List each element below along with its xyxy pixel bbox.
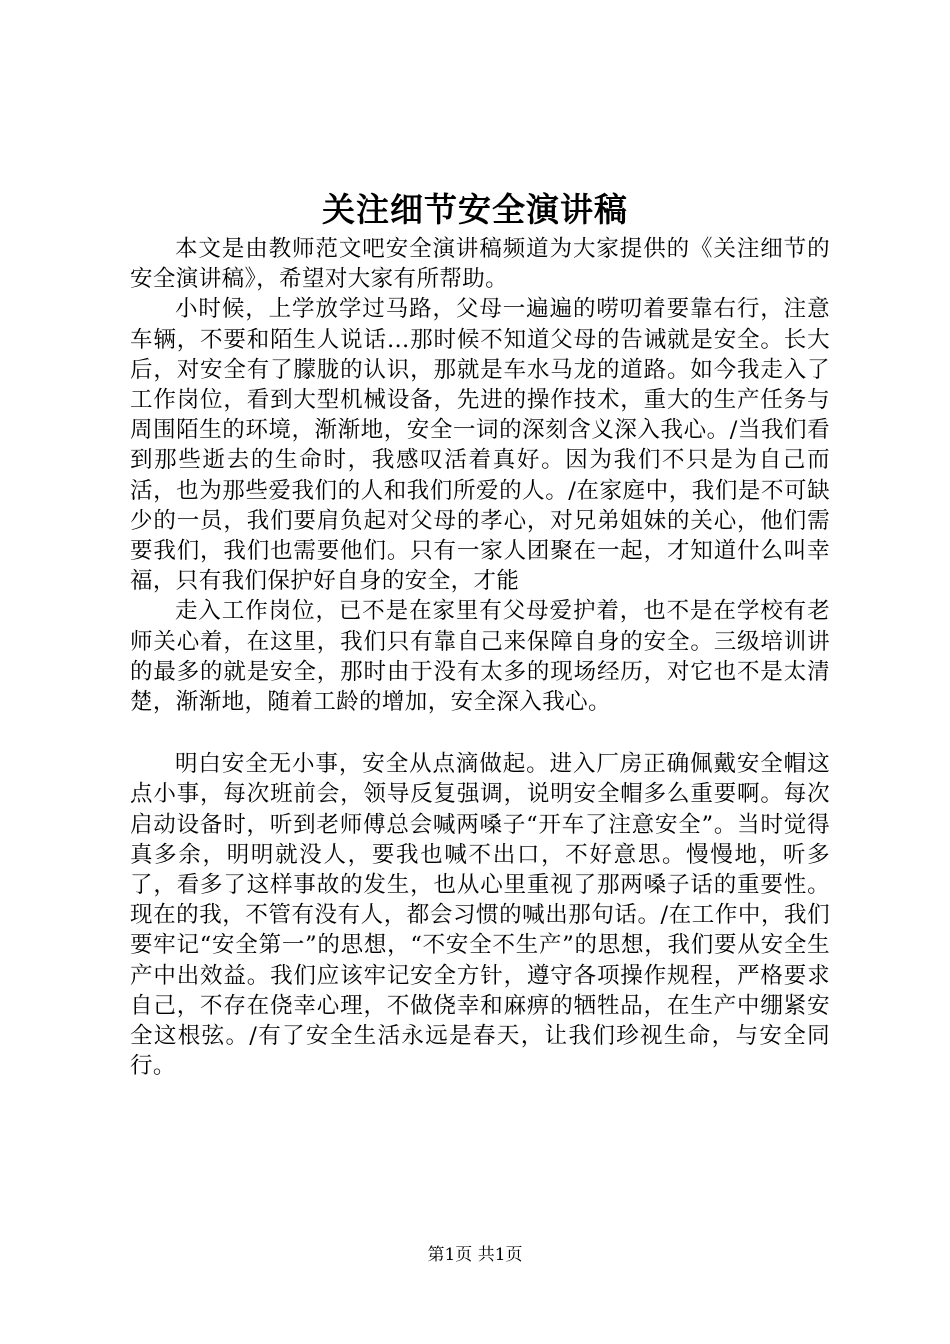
document-title: 关注细节安全演讲稿 [322,190,628,229]
paragraph-work: 走入工作岗位，已不是在家里有父母爱护着，也不是在学校有老师关心着，在这里，我们只有靠自己来保障自身的安全。三级培训讲的最多的就是安全，那时由于没有太多的现场经历，对它也不是太清楚，渐渐地，随着工龄的增加，安全深入我心。 [130,598,830,716]
paragraph-safety: 明白安全无小事，安全从点滴做起。进入厂房正确佩戴安全帽这点小事，每次班前会，领导反复强调，说明安全帽多么重要啊。每次启动设备时，听到老师傅总会喊两嗓子“开车了注意安全”。当时觉得真多余，明明就没人，要我也喊不出口，不好意思。慢慢地，听多了，看多了这样事故的发生，也从心里重视了那两嗓子话的重要性。现在的我，不管有没有人，都会习惯的喊出那句话。/在工作中，我们要牢记“安全第一”的思想，“不安全不生产”的思想，我们要从安全生产中出效益。我们应该牢记安全方针，遵守各项操作规程，严格要求自己，不存在侥幸心理，不做侥幸和麻痹的牺牲品，在生产中绷紧安全这根弦。/有了安全生活永远是春天，让我们珍视生命，与安全同行。 [130,751,830,1080]
paragraph-childhood: 小时候，上学放学过马路，父母一遍遍的唠叨着要靠右行，注意车辆，不要和陌生人说话…那时候不知道父母的告诫就是安全。长大后，对安全有了朦胧的认识，那就是车水马龙的道路。如今我走入了工作岗位，看到大型机械设备，先进的操作技术，重大的生产任务与周围陌生的环境，渐渐地，安全一词的深刻含义深入我心。/当我们看到那些逝去的生命时，我感叹活着真好。因为我们不只是为自己而活，也为那些爱我们的人和我们所爱的人。/在家庭中，我们是不可缺少的一员，我们要肩负起对父母的孝心，对兄弟姐妹的关心，他们需要我们，我们也需要他们。只有一家人团聚在一起，才知道什么叫幸福，只有我们保护好自身的安全，才能 [130,296,830,595]
paragraph-intro: 本文是由教师范文吧安全演讲稿频道为大家提供的《关注细节的安全演讲稿》，希望对大家有所帮助。 [130,236,830,293]
page-footer: 第1页 共1页 [427,1245,523,1265]
document-body [130,234,830,1081]
